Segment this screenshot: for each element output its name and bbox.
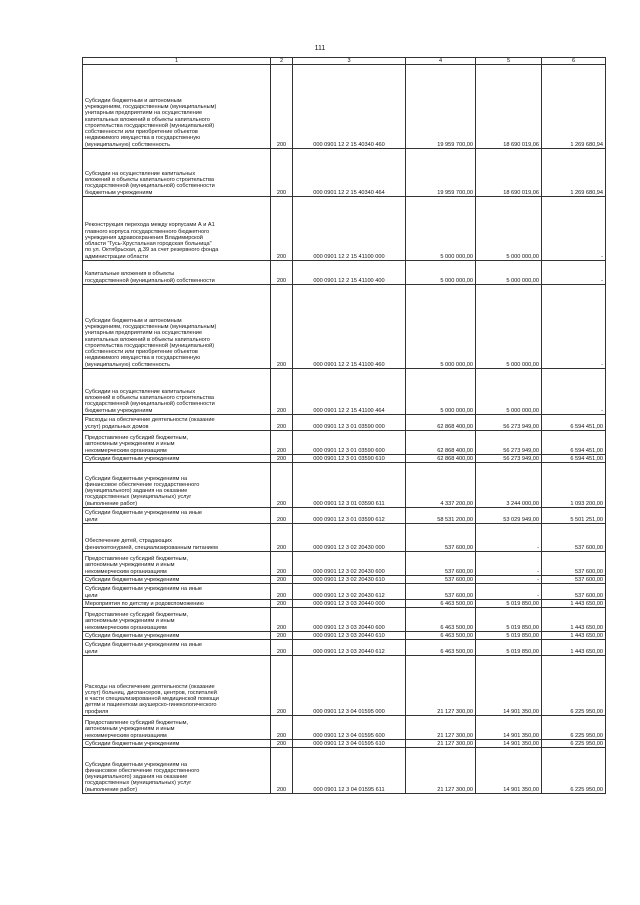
row-value-4: 6 463 500,00 (406, 632, 476, 640)
row-value-5: 5 019 850,00 (476, 608, 542, 632)
row-name-line: некоммерческим организациям (85, 447, 167, 454)
table-row (83, 369, 606, 415)
row-code-2: 200 (271, 584, 293, 600)
row-name (83, 508, 271, 524)
row-value-6: 1 269 680,94 (542, 65, 606, 149)
row-name-line: Субсидии бюджетным учреждениям на (85, 761, 188, 768)
table-row (83, 576, 606, 584)
row-value-6: - (542, 197, 606, 261)
row-name-line: (выполнение работ) (85, 500, 138, 507)
row-value-6: 1 443 650,00 (542, 640, 606, 656)
row-value-5: 5 019 850,00 (476, 640, 542, 656)
table-row (83, 740, 606, 748)
row-classification-code: 000 0901 12 3 01 03590 612 (293, 508, 406, 524)
row-code-2: 200 (271, 608, 293, 632)
row-code-2: 200 (271, 197, 293, 261)
row-value-4: 6 463 500,00 (406, 600, 476, 608)
row-name (83, 576, 271, 584)
row-code-2: 200 (271, 431, 293, 455)
row-name-line: вложений в объекты капитального строительства (85, 177, 214, 184)
table-row (83, 455, 606, 463)
row-value-6: 6 225 950,00 (542, 656, 606, 716)
row-name (83, 369, 271, 415)
row-name-line: Субсидии на осуществление капитальных (85, 388, 196, 395)
row-value-6: 1 443 650,00 (542, 608, 606, 632)
row-name-line: администрации области (85, 253, 149, 260)
row-classification-code: 000 0901 12 3 01 03590 610 (293, 455, 406, 463)
row-value-4: 21 127 300,00 (406, 716, 476, 740)
row-name-line: Субсидии бюджетным и автономным (85, 97, 182, 104)
table-row (83, 149, 606, 197)
row-value-5: 14 901 350,00 (476, 656, 542, 716)
row-value-4: 21 127 300,00 (406, 740, 476, 748)
row-name-line: главного корпуса государственного бюджетного (85, 228, 210, 235)
row-value-4: 537 600,00 (406, 552, 476, 576)
table-row (83, 463, 606, 508)
row-classification-code: 000 0901 12 3 02 20430 610 (293, 576, 406, 584)
row-value-5: - (476, 524, 542, 552)
row-classification-code: 000 0901 12 2 15 41100 460 (293, 285, 406, 369)
row-value-5: 5 000 000,00 (476, 197, 542, 261)
row-name (83, 748, 271, 794)
row-value-4: 6 463 500,00 (406, 608, 476, 632)
row-value-4: 58 531 200,00 (406, 508, 476, 524)
row-value-6: 537 600,00 (542, 576, 606, 584)
column-header: 3 (293, 58, 406, 65)
row-classification-code: 000 0901 12 3 04 01595 600 (293, 716, 406, 740)
column-header: 4 (406, 58, 476, 65)
row-name (83, 584, 271, 600)
row-name-line: учреждения здравоохранения Владимирской (85, 234, 203, 241)
row-classification-code: 000 0901 12 2 15 40340 464 (293, 149, 406, 197)
table-row (83, 716, 606, 740)
row-value-4: 21 127 300,00 (406, 656, 476, 716)
row-classification-code: 000 0901 12 3 03 20440 000 (293, 600, 406, 608)
row-name-line: бюджетным учреждениям (85, 189, 153, 196)
row-value-5: 5 019 850,00 (476, 600, 542, 608)
table-row (83, 748, 606, 794)
row-code-2: 200 (271, 369, 293, 415)
row-name-line: автономным учреждениям и иным (85, 726, 175, 733)
row-name (83, 524, 271, 552)
row-name-line: (муниципального) задания на оказание (85, 488, 188, 495)
row-name-line: Предоставление субсидий бюджетным, (85, 556, 189, 563)
row-name-line: унитарным предприятиям на осуществление (85, 330, 203, 337)
row-value-6: 6 225 950,00 (542, 716, 606, 740)
table-row (83, 431, 606, 455)
row-value-5: 5 000 000,00 (476, 285, 542, 369)
row-name (83, 261, 271, 285)
row-name-line: Расходы на обеспечение деятельности (оказание (85, 417, 215, 424)
row-name-line: государственной (муниципальной) собственности (85, 401, 215, 408)
row-name (83, 285, 271, 369)
row-value-5: 56 273 949,00 (476, 415, 542, 431)
row-name (83, 600, 271, 608)
row-code-2: 200 (271, 640, 293, 656)
row-value-4: 62 868 400,00 (406, 415, 476, 431)
row-name (83, 149, 271, 197)
row-name-line: государственной (муниципальной) собственности (85, 277, 215, 284)
row-name-line: автономным учреждениям и иным (85, 562, 175, 569)
row-name-line: области "Гусь-Хрустальная городская больница" (85, 241, 212, 248)
row-value-5: - (476, 552, 542, 576)
row-name-line: (муниципальную) собственность (85, 141, 170, 148)
row-name-line: детям и пациенткам акушерско-гинекологического (85, 702, 217, 709)
row-code-2: 200 (271, 65, 293, 149)
row-classification-code: 000 0901 12 3 02 20430 000 (293, 524, 406, 552)
row-code-2: 200 (271, 455, 293, 463)
row-name-line: услуг) родильных домов (85, 423, 149, 430)
row-classification-code: 000 0901 12 2 15 41100 400 (293, 261, 406, 285)
row-name-line: строительства государственной (муниципальной) (85, 122, 215, 129)
row-code-2: 200 (271, 716, 293, 740)
row-name-line: Субсидии бюджетным учреждениям (85, 740, 180, 747)
row-name-line: государственных (муниципальных) услуг (85, 780, 192, 787)
column-header: 2 (271, 58, 293, 65)
row-code-2: 200 (271, 285, 293, 369)
column-header: 5 (476, 58, 542, 65)
row-value-6: 1 269 680,94 (542, 149, 606, 197)
row-value-4: 5 000 000,00 (406, 369, 476, 415)
row-value-4: 21 127 300,00 (406, 748, 476, 794)
row-name (83, 740, 271, 748)
row-code-2: 200 (271, 524, 293, 552)
row-name-line: унитарным предприятиям на осуществление (85, 110, 203, 117)
row-code-2: 200 (271, 632, 293, 640)
row-value-6: - (542, 261, 606, 285)
row-name (83, 640, 271, 656)
row-classification-code: 000 0901 12 3 01 03590 611 (293, 463, 406, 508)
row-value-4: 5 000 000,00 (406, 261, 476, 285)
page-number: 111 (314, 45, 326, 52)
row-code-2: 200 (271, 149, 293, 197)
table-row (83, 584, 606, 600)
row-value-5: 56 273 949,00 (476, 431, 542, 455)
row-name (83, 197, 271, 261)
row-value-5: - (476, 584, 542, 600)
row-name (83, 632, 271, 640)
row-name-line: строительства государственной (муниципальной) (85, 342, 215, 349)
table-row (83, 608, 606, 632)
row-value-6: 6 594 451,00 (542, 455, 606, 463)
row-value-6: 1 093 200,00 (542, 463, 606, 508)
row-name-line: собственности или приобретение объектов (85, 349, 198, 356)
row-name-line: бюджетным учреждениям (85, 407, 153, 414)
row-classification-code: 000 0901 12 3 03 20440 612 (293, 640, 406, 656)
row-name-line: учреждениям, государственным (муниципальным) (85, 103, 217, 110)
row-name-line: (выполнение работ) (85, 786, 138, 793)
table-row (83, 197, 606, 261)
row-name-line: некоммерческим организациям (85, 732, 167, 739)
row-name-line: по ул. Октябрьская, д.39 за счет резервного фонда (85, 247, 219, 254)
row-value-6: 537 600,00 (542, 524, 606, 552)
row-value-5: 56 273 949,00 (476, 455, 542, 463)
table-row (83, 640, 606, 656)
row-name (83, 463, 271, 508)
row-name (83, 65, 271, 149)
row-classification-code: 000 0901 12 3 01 03590 000 (293, 415, 406, 431)
row-code-2: 200 (271, 463, 293, 508)
row-classification-code: 000 0901 12 3 01 03590 600 (293, 431, 406, 455)
row-name-line: Субсидии бюджетным учреждениям (85, 576, 180, 583)
row-value-6: 5 501 251,00 (542, 508, 606, 524)
row-classification-code: 000 0901 12 3 04 01595 611 (293, 748, 406, 794)
row-value-6: 1 443 650,00 (542, 632, 606, 640)
row-value-5: 53 029 949,00 (476, 508, 542, 524)
row-name (83, 415, 271, 431)
row-name-line: недвижимого имущества в государственную (85, 355, 201, 362)
column-header: 6 (542, 58, 606, 65)
row-value-4: 537 600,00 (406, 584, 476, 600)
row-name (83, 608, 271, 632)
row-name-line: в части специализированной медицинской помощи (85, 696, 219, 703)
row-value-5: - (476, 576, 542, 584)
row-name-line: цели (85, 648, 98, 655)
row-value-5: 18 690 019,06 (476, 65, 542, 149)
row-name-line: Субсидии бюджетным учреждениям на (85, 475, 188, 482)
row-name-line: цели (85, 516, 98, 523)
row-code-2: 200 (271, 508, 293, 524)
row-value-4: 5 000 000,00 (406, 285, 476, 369)
row-value-4: 62 868 400,00 (406, 455, 476, 463)
row-value-5: 14 901 350,00 (476, 740, 542, 748)
row-name (83, 431, 271, 455)
row-name-line: капитальных вложений в объекты капитального (85, 336, 210, 343)
table-row (83, 508, 606, 524)
row-code-2: 200 (271, 600, 293, 608)
row-name-line: Субсидии бюджетным учреждениям (85, 632, 180, 639)
row-name-line: профиля (85, 708, 109, 715)
row-value-5: 5 000 000,00 (476, 369, 542, 415)
row-value-4: 6 463 500,00 (406, 640, 476, 656)
row-name-line: Субсидии бюджетным учреждениям на иные (85, 586, 203, 593)
row-code-2: 200 (271, 576, 293, 584)
row-code-2: 200 (271, 552, 293, 576)
row-name-line: Субсидии бюджетным и автономным (85, 317, 182, 324)
row-classification-code: 000 0901 12 2 15 41100 000 (293, 197, 406, 261)
row-value-4: 19 959 700,00 (406, 149, 476, 197)
row-name-line: Субсидии на осуществление капитальных (85, 170, 196, 177)
table-header-row (83, 58, 606, 65)
row-value-4: 537 600,00 (406, 576, 476, 584)
row-name-line: (муниципальную) собственность (85, 361, 170, 368)
row-name-line: Предоставление субсидий бюджетным, (85, 720, 189, 727)
budget-table (82, 57, 606, 794)
row-value-5: 3 244 000,00 (476, 463, 542, 508)
row-code-2: 200 (271, 656, 293, 716)
row-name-line: Субсидии бюджетным учреждениям (85, 455, 180, 462)
row-classification-code: 000 0901 12 3 04 01595 000 (293, 656, 406, 716)
row-value-4: 4 337 200,00 (406, 463, 476, 508)
row-name-line: капитальных вложений в объекты капитального (85, 116, 210, 123)
row-classification-code: 000 0901 12 3 03 20440 600 (293, 608, 406, 632)
row-name-line: государственных (муниципальных) услуг (85, 494, 192, 501)
row-classification-code: 000 0901 12 3 04 01595 610 (293, 740, 406, 748)
row-name-line: Предоставление субсидий бюджетным, (85, 612, 189, 619)
row-classification-code: 000 0901 12 2 15 41100 464 (293, 369, 406, 415)
row-name-line: вложений в объекты капитального строительства (85, 395, 214, 402)
table-row (83, 552, 606, 576)
row-name-line: (муниципального) задания на оказание (85, 774, 188, 781)
row-value-5: 14 901 350,00 (476, 748, 542, 794)
table-row (83, 600, 606, 608)
row-name-line: Предоставление субсидий бюджетным, (85, 435, 189, 442)
row-value-6: 6 594 451,00 (542, 415, 606, 431)
row-name-line: государственной (муниципальной) собственности (85, 183, 215, 190)
row-name (83, 656, 271, 716)
row-name-line: автономным учреждениям и иным (85, 441, 175, 448)
row-name-line: Мероприятия по детству и родовспоможению (85, 600, 204, 607)
row-name-line: Обеспечение детей, страдающих (85, 538, 172, 545)
row-name-line: Субсидии бюджетным учреждениям на иные (85, 510, 203, 517)
table-row (83, 632, 606, 640)
row-classification-code: 000 0901 12 2 15 40340 460 (293, 65, 406, 149)
row-value-6: - (542, 285, 606, 369)
row-value-6: 537 600,00 (542, 552, 606, 576)
row-value-6: 6 225 950,00 (542, 748, 606, 794)
row-value-5: 18 690 019,06 (476, 149, 542, 197)
row-name-line: недвижимого имущества в государственную (85, 135, 201, 142)
row-name-line: собственности или приобретение объектов (85, 129, 198, 136)
row-name-line: финансовое обеспечение государственного (85, 767, 200, 774)
row-code-2: 200 (271, 261, 293, 285)
row-name (83, 716, 271, 740)
row-value-5: 14 901 350,00 (476, 716, 542, 740)
table-row (83, 415, 606, 431)
row-name-line: Капитальные вложения в объекты (85, 271, 175, 278)
row-name-line: Расходы на обеспечение деятельности (оказание (85, 683, 215, 690)
row-value-5: 5 019 850,00 (476, 632, 542, 640)
row-name (83, 455, 271, 463)
table-row (83, 524, 606, 552)
row-value-6: 6 225 950,00 (542, 740, 606, 748)
table-body (83, 58, 606, 794)
row-code-2: 200 (271, 748, 293, 794)
row-value-4: 19 959 700,00 (406, 65, 476, 149)
row-name-line: фенилкетонурией, специализированным питанием (85, 544, 218, 551)
row-value-6: 1 443 650,00 (542, 600, 606, 608)
row-classification-code: 000 0901 12 3 02 20430 600 (293, 552, 406, 576)
table-row (83, 656, 606, 716)
row-value-5: 5 000 000,00 (476, 261, 542, 285)
row-name-line: Реконструкция перехода между корпусами А и А1 (85, 222, 215, 229)
row-value-4: 62 868 400,00 (406, 431, 476, 455)
row-value-4: 5 000 000,00 (406, 197, 476, 261)
row-name-line: некоммерческим организациям (85, 568, 167, 575)
table-row (83, 285, 606, 369)
table-row (83, 65, 606, 149)
row-name-line: некоммерческим организациям (85, 624, 167, 631)
row-code-2: 200 (271, 415, 293, 431)
row-name-line: цели (85, 592, 98, 599)
row-name-line: Субсидии бюджетным учреждениям на иные (85, 642, 203, 649)
column-header: 1 (83, 58, 271, 65)
row-value-6: 6 594 451,00 (542, 431, 606, 455)
row-classification-code: 000 0901 12 3 03 20440 610 (293, 632, 406, 640)
row-value-6: - (542, 369, 606, 415)
row-name (83, 552, 271, 576)
row-code-2: 200 (271, 740, 293, 748)
row-name-line: автономным учреждениям и иным (85, 618, 175, 625)
row-value-6: 537 600,00 (542, 584, 606, 600)
row-name-line: услуг) больниц, диспансеров, центров, госпиталей (85, 689, 217, 696)
row-name-line: учреждениям, государственным (муниципальным) (85, 323, 217, 330)
row-classification-code: 000 0901 12 3 02 20430 612 (293, 584, 406, 600)
row-value-4: 537 600,00 (406, 524, 476, 552)
row-name-line: финансовое обеспечение государственного (85, 481, 200, 488)
table-row (83, 261, 606, 285)
